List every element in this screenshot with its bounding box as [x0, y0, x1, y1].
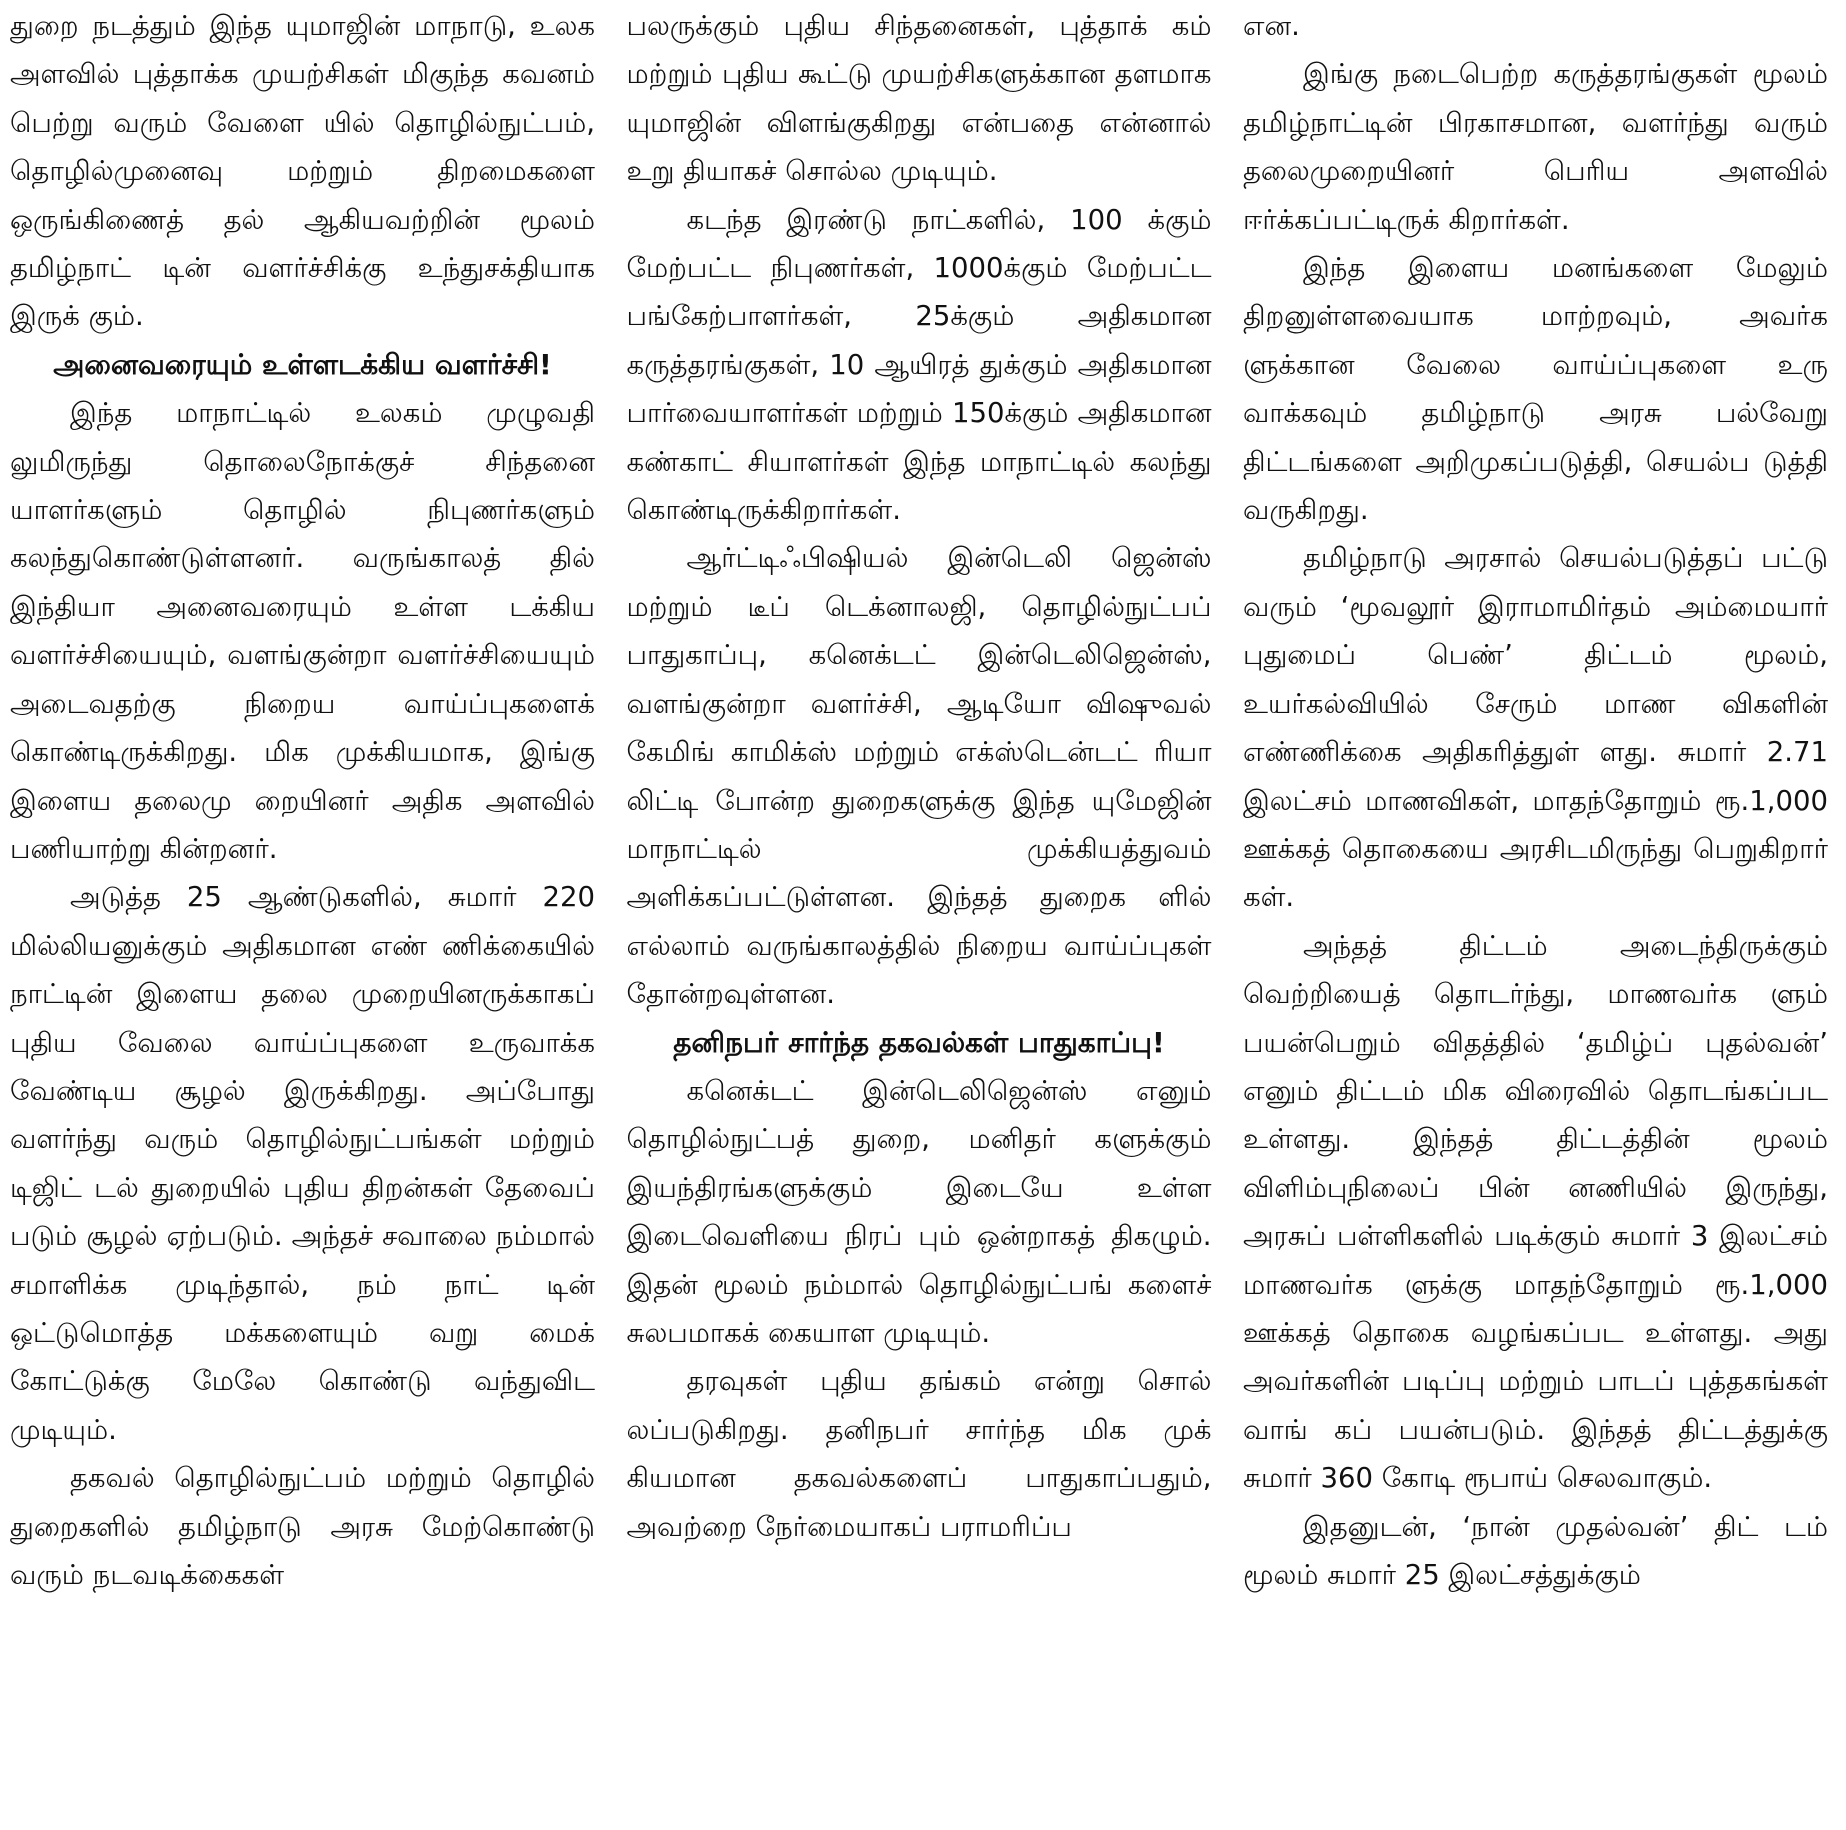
paragraph: கனெக்டட் இன்டெலிஜென்ஸ் எனும் தொழில்நுட்பத் துறை, மனிதர் களுக்கும் இயந்திரங்களுக்கும் இடையே உள்ள இடைவெளியை நிரப் பும் ஒன்றாகத் திகழும். இதன் மூலம் நம்மால் தொழில்நுட்பங் களைச் சுலபமாகக் கையாள முடியும்.	[626, 1074, 1212, 1349]
paragraph: துறை நடத்தும் இந்த யுமாஜின் மாநாடு, உலக அளவில் புத்தாக்க முயற்சிகள் மிகுந்த கவனம் பெற்று வரும் வேளை யில் தொழில்நுட்பம், தொழில்முனைவு மற்றும் திறமைகளை ஒருங்கிணைத் தல் ஆகியவற்றின் மூலம் தமிழ்நாட் டின் வளர்ச்சிக்கு உந்துசக்தியாக இருக் கும்.	[10, 10, 595, 333]
paragraph: தகவல் தொழில்நுட்பம் மற்றும் தொழில் துறைகளில் தமிழ்நாடு அரசு மேற்கொண்டு வரும் நடவடிக்கைகள்	[10, 1462, 595, 1591]
paragraph: அந்தத் திட்டம் அடைந்திருக்கும் வெற்றியைத் தொடர்ந்து, மாணவர்க ளும் பயன்பெறும் விதத்தில் ‘தமிழ்ப் புதல்வன்’ எனும் திட்டம் மிக விரைவில் தொடங்கப்பட உள்ளது. இந்தத் திட்டத்தின் மூலம் விளிம்புநிலைப் பின் னணியில் இருந்து, அரசுப் பள்ளிகளில் படிக்கும் சுமார் 3 இலட்சம் மாணவர்க ளுக்கு மாதந்தோறும் ரூ.1,000 ஊக்கத் தொகை வழங்கப்பட உள்ளது. அது அவர்களின் படிப்பு மற்றும் பாடப் புத்தகங்கள் வாங் கப் பயன்படும். இந்தத் திட்டத்துக்கு சுமார் 360 கோடி ரூபாய் செலவாகும்.	[1243, 929, 1828, 1495]
paragraph: தமிழ்நாடு அரசால் செயல்படுத்தப் பட்டு வரும் ‘மூவலூர் இராமாமிர்தம் அம்மையார் புதுமைப் பெண்’ திட்டம் மூலம், உயர்கல்வியில் சேரும் மாண விகளின் எண்ணிக்கை அதிகரித்துள் ளது. சுமார் 2.71 இலட்சம் மாணவிகள், மாதந்தோறும் ரூ.1,000 ஊக்கத் தொகையை அரசிடமிருந்து பெறுகிறார் கள்.	[1243, 542, 1828, 914]
paragraph: என.	[1243, 10, 1300, 42]
article-column-2	[627, 2, 1212, 1830]
paragraph: இதனுடன், ‘நான் முதல்வன்’ திட் டம் மூலம் சுமார் 25 இலட்சத்துக்கும்	[1243, 1510, 1828, 1591]
paragraph: தரவுகள் புதிய தங்கம் என்று சொல் லப்படுகிறது. தனிநபர் சார்ந்த மிக முக் கியமான தகவல்களைப் பாதுகாப்பதும், அவற்றை நேர்மையாகப் பராமரிப்ப	[626, 1365, 1212, 1543]
section-heading: தனிநபர் சார்ந்த தகவல்கள் பாதுகாப்பு!	[673, 1025, 1165, 1059]
article-column-3	[1243, 2, 1828, 1830]
paragraph: அடுத்த 25 ஆண்டுகளில், சுமார் 220 மில்லியனுக்கும் அதிகமான எண் ணிக்கையில் நாட்டின் இளைய தலை முறையினருக்காகப் புதிய வேலை வாய்ப்புகளை உருவாக்க வேண்டிய சூழல் இருக்கிறது. அப்போது வளர்ந்து வரும் தொழில்நுட்பங்கள் மற்றும் டிஜிட் டல் துறையில் புதிய திறன்கள் தேவைப் படும் சூழல் ஏற்படும். அந்தச் சவாலை நம்மால் சமாளிக்க முடிந்தால், நம் நாட் டின் ஒட்டுமொத்த மக்களையும் வறு மைக் கோட்டுக்கு மேலே கொண்டு வந்துவிட முடியும்.	[10, 881, 595, 1446]
paragraph: இந்த இளைய மனங்களை மேலும் திறனுள்ளவையாக மாற்றவும், அவர்க ளுக்கான வேலை வாய்ப்புகளை உரு வாக்கவும் தமிழ்நாடு அரசு பல்வேறு திட்டங்களை அறிமுகப்படுத்தி, செயல்ப டுத்தி வருகிறது.	[1243, 252, 1828, 527]
paragraph: இந்த மாநாட்டில் உலகம் முழுவதி லுமிருந்து தொலைநோக்குச் சிந்தனை யாளர்களும் தொழில் நிபுணர்களும் கலந்துகொண்டுள்ளனர். வருங்காலத் தில் இந்தியா அனைவரையும் உள்ள டக்கிய வளர்ச்சியையும், வளங்குன்றா வளர்ச்சியையும் அடைவதற்கு நிறைய வாய்ப்புகளைக் கொண்டிருக்கிறது. மிக முக்கியமாக, இங்கு இளைய தலைமு றையினர் அதிக அளவில் பணியாற்று கின்றனர்.	[10, 397, 595, 865]
paragraph: ஆர்ட்டிஃபிஷியல் இன்டெலி ஜென்ஸ் மற்றும் டீப் டெக்னாலஜி, தொழில்நுட்பப் பாதுகாப்பு, கனெக்டட் இன்டெலிஜென்ஸ், வளங்குன்றா வளர்ச்சி, ஆடியோ விஷுவல் கேமிங் காமிக்ஸ் மற்றும் எக்ஸ்டென்டட் ரியா லிட்டி போன்ற துறைகளுக்கு இந்த யுமேஜின் மாநாட்டில் முக்கியத்துவம் அளிக்கப்பட்டுள்ளன. இந்தத் துறைக ளில் எல்லாம் வருங்காலத்தில் நிறைய வாய்ப்புகள் தோன்றவுள்ளன.	[626, 542, 1212, 1011]
section-heading: அனைவரையும் உள்ளடக்கிய வளர்ச்சி!	[53, 347, 552, 381]
article-column-1	[10, 2, 595, 1830]
paragraph: இங்கு நடைபெற்ற கருத்தரங்குகள் மூலம் தமிழ்நாட்டின் பிரகாசமான, வளர்ந்து வரும் தலைமுறையினர் பெரிய அளவில் ஈர்க்கப்பட்டிருக் கிறார்கள்.	[1243, 58, 1828, 236]
paragraph: கடந்த இரண்டு நாட்களில், 100 க்கும் மேற்பட்ட நிபுணர்கள், 1000க்கும் மேற்பட்ட பங்கேற்பாளர்கள், 25க்கும் அதிகமான கருத்தரங்குகள், 10 ஆயிரத் துக்கும் அதிகமான பார்வையாளர்கள் மற்றும் 150க்கும் அதிகமான கண்காட் சியாளர்கள் இந்த மாநாட்டில் கலந்து கொண்டிருக்கிறார்கள்.	[626, 203, 1212, 527]
paragraph: பலருக்கும் புதிய சிந்தனைகள், புத்தாக் கம் மற்றும் புதிய கூட்டு முயற்சிகளுக்கான தளமாக யுமாஜின் விளங்குகிறது என்பதை என்னால் உறு தியாகச் சொல்ல முடியும்.	[626, 10, 1212, 188]
